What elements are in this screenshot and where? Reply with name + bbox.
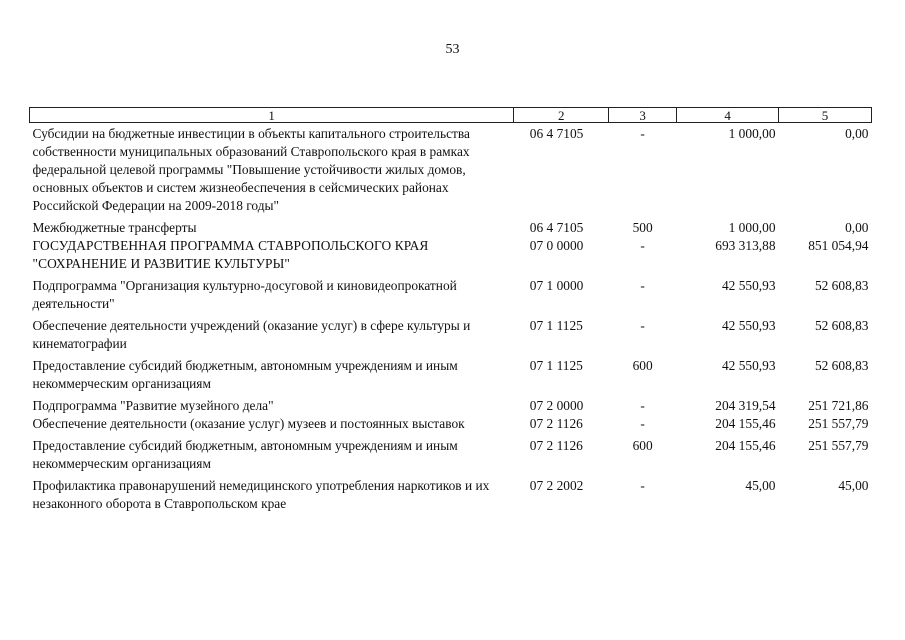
row-name: Предоставление субсидий бюджетным, автономным учреждениям и иным некоммерческим организациям [32,358,458,391]
header-col-2: 2 [514,108,609,123]
row-sum-2: 0,00 [845,220,869,235]
table-row [30,219,872,237]
row-type: - [640,318,645,333]
table-row [30,237,872,277]
row-name: Обеспечение деятельности (оказание услуг) музеев и постоянных выставок [32,416,465,431]
row-sum-2: 52 608,83 [814,358,869,373]
table-header [30,108,872,123]
row-name: Подпрограмма "Организация культурно-досуговой и киновидеопрокатной деятельности" [32,278,457,311]
row-name: Предоставление субсидий бюджетным, автономным учреждениям и иным некоммерческим организациям [32,438,458,471]
row-code: 07 2 1126 [529,438,583,453]
row-sum-1: 42 550,93 [721,358,776,373]
header-col-5: 5 [779,108,872,123]
row-sum-2: 851 054,94 [808,238,869,253]
table-row [30,123,872,220]
row-type: - [640,126,645,141]
row-code: 07 1 1125 [529,318,583,333]
row-sum-1: 45,00 [745,478,776,493]
row-sum-1: 1 000,00 [728,126,776,141]
row-code: 07 1 1125 [529,358,583,373]
page-number: 53 [445,42,460,57]
header-row [30,108,872,123]
row-sum-1: 1 000,00 [728,220,776,235]
table-row [30,357,872,397]
row-sum-2: 251 721,86 [808,398,869,413]
row-sum-1: 204 155,46 [715,438,776,453]
row-type: - [640,278,645,293]
row-type: - [640,238,645,253]
row-type: 600 [632,438,653,453]
row-code: 07 2 0000 [529,398,584,413]
row-sum-2: 251 557,79 [808,438,869,453]
row-sum-1: 204 319,54 [715,398,776,413]
row-sum-1: 42 550,93 [721,278,776,293]
table-row [30,437,872,477]
row-name: ГОСУДАРСТВЕННАЯ ПРОГРАММА СТАВРОПОЛЬСКОГО КРАЯ "СОХРАНЕНИЕ И РАЗВИТИЕ КУЛЬТУРЫ" [32,238,429,271]
header-col-1: 1 [30,108,514,123]
row-type: 600 [632,358,653,373]
row-sum-1: 693 313,88 [715,238,776,253]
table-body [30,123,872,514]
row-code: 07 0 0000 [529,238,584,253]
header-col-3: 3 [609,108,677,123]
table-row [30,397,872,415]
row-sum-2: 52 608,83 [814,278,869,293]
row-sum-1: 204 155,46 [715,416,776,431]
row-name: Межбюджетные трансферты [32,220,197,235]
row-code: 06 4 7105 [529,126,584,141]
row-name: Подпрограмма "Развитие музейного дела" [32,398,274,413]
row-sum-2: 52 608,83 [814,318,869,333]
header-col-4: 4 [677,108,779,123]
row-type: 500 [632,220,653,235]
row-code: 07 2 1126 [529,416,583,431]
table-row [30,477,872,513]
row-sum-2: 251 557,79 [808,416,869,431]
table-row [30,317,872,357]
row-name: Обеспечение деятельности учреждений (оказание услуг) в сфере культуры и кинематографии [32,318,471,351]
row-sum-1: 42 550,93 [721,318,776,333]
row-sum-2: 45,00 [838,478,869,493]
table-row [30,277,872,317]
table-row [30,415,872,437]
row-code: 07 2 2002 [529,478,584,493]
row-type: - [640,398,645,413]
row-type: - [640,478,645,493]
row-name: Профилактика правонарушений немедицинского употребления наркотиков и их незаконного оборота в Ставропольском крае [32,478,490,511]
row-sum-2: 0,00 [845,126,869,141]
row-code: 07 1 0000 [529,278,584,293]
budget-table [29,107,872,513]
row-code: 06 4 7105 [529,220,584,235]
row-type: - [640,416,645,431]
row-name: Субсидии на бюджетные инвестиции в объекты капитального строительства собственности муниципальных образований Ставропольского края в рамках федеральной целевой программы "Повышение устойчивости жилых домов, основных объектов и систем жизнеобеспечения в сейсмических районах Российской Федерации на 2009-2018 годы" [32,126,470,213]
